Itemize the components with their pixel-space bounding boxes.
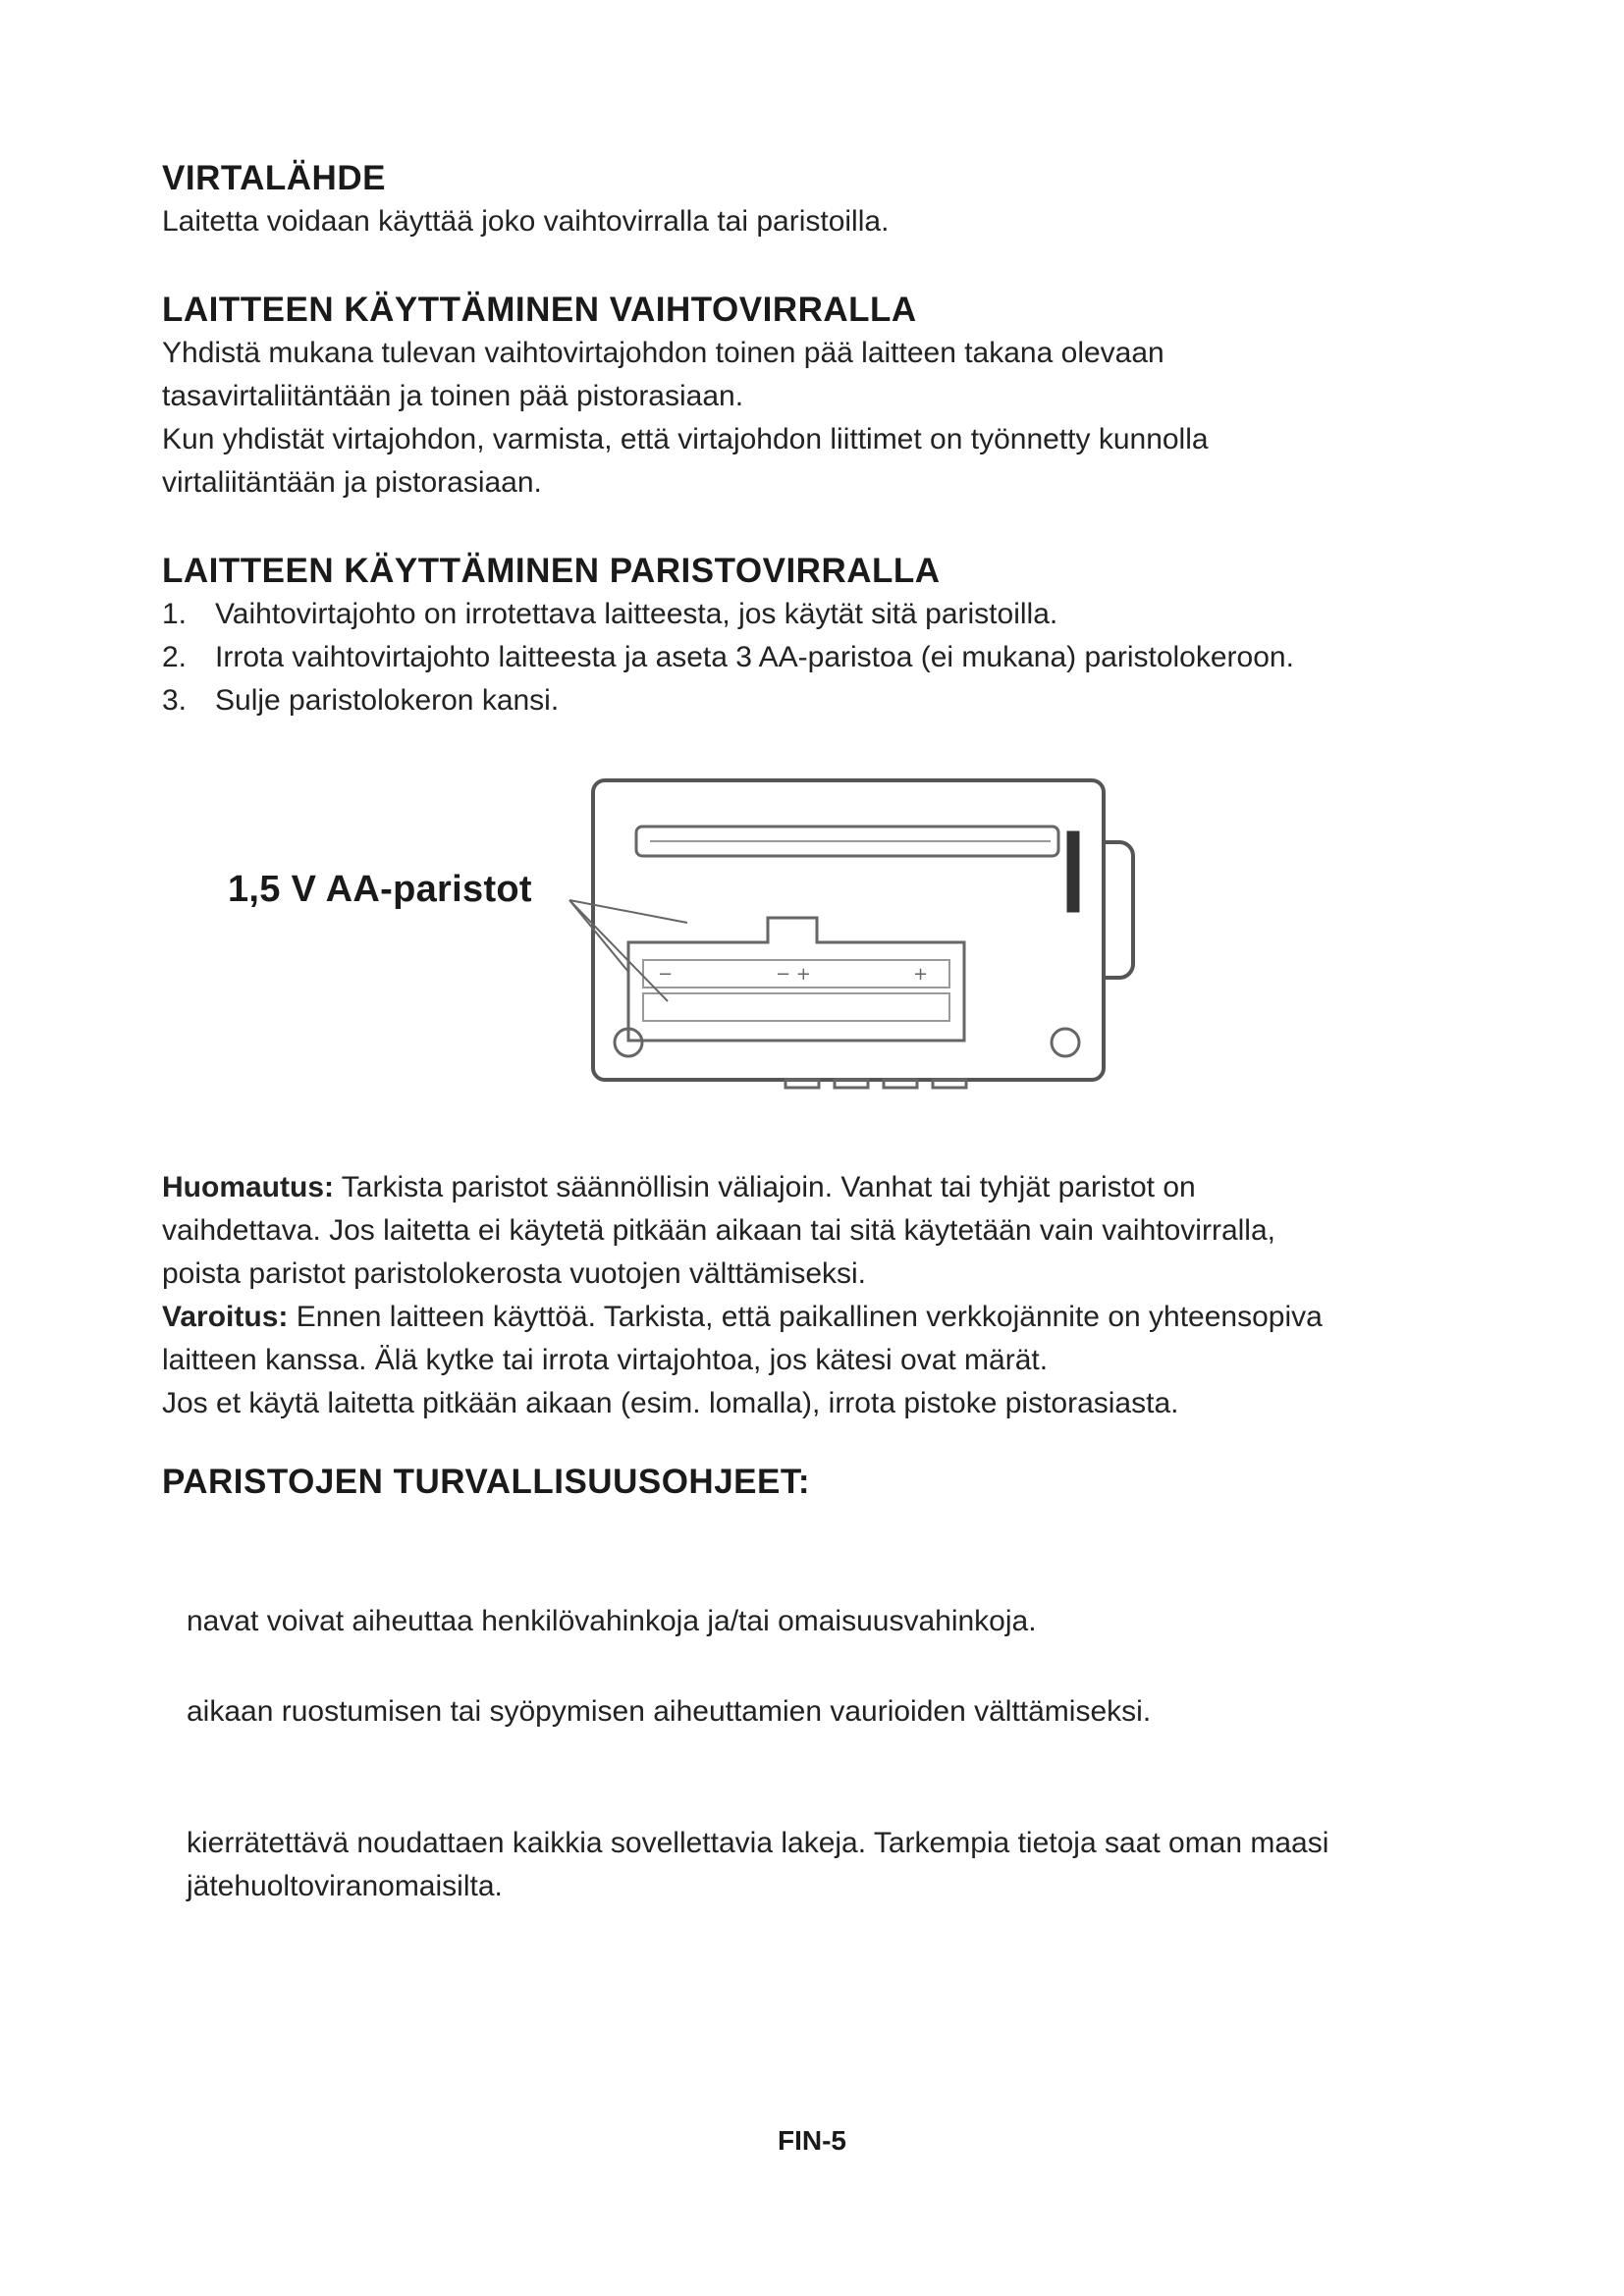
note-line: vaihdettava. Jos laitetta ei käytetä pitkään aikaan tai sitä käytetään vain vaihtovirralla,: [162, 1214, 1275, 1247]
battery-polarity-plus: +: [913, 964, 929, 985]
ac-heading: LAITTEEN KÄYTTÄMINEN VAIHTOVIRRALLA: [162, 291, 917, 329]
safety-item: kierrätettävä noudattaen kaikkia sovellettavia lakeja. Tarkempia tietoja saat oman maasi jätehuoltoviranomaisilta.: [187, 1827, 1329, 1902]
warning-line: laitteen kanssa. Älä kytke tai irrota virtajohtoa, jos kätesi ovat märät.: [162, 1344, 1049, 1376]
ac-line: virtaliitäntään ja pistorasiaan.: [162, 466, 542, 499]
ac-line: tasavirtaliitäntään ja toinen pää pistorasiaan.: [162, 380, 744, 412]
section-safety: [162, 1461, 1478, 1504]
warning-line: Jos et käytä laitetta pitkään aikaan (esim. lomalla), irrota pistoke pistorasiasta.: [162, 1387, 1179, 1419]
safety-heading: PARISTOJEN TURVALLISUUSOHJEET:: [162, 1463, 811, 1501]
battery-step: 1. Vaihtovirtajohto on irrotettava laitteesta, jos käytät sitä paristoilla.: [162, 598, 1058, 630]
ac-line: Yhdistä mukana tulevan vaihtovirtajohdon toinen pää laitteen takana olevaan: [162, 337, 1164, 369]
battery-callout-label: 1,5 V AA-paristot: [228, 869, 532, 910]
battery-heading: LAITTEEN KÄYTTÄMINEN PARISTOVIRRALLA: [162, 552, 941, 590]
safety-item: aikaan ruostumisen tai syöpymisen aiheuttamien vaurioiden välttämiseksi.: [187, 1695, 1152, 1728]
battery-polarity-mark: − +: [776, 964, 811, 985]
power-heading: VIRTALÄHDE: [162, 159, 386, 197]
warning-line: Varoitus: Ennen laitteen käyttöä. Tarkista, että paikallinen verkkojännite on yhteensopiva: [162, 1301, 1323, 1333]
battery-step: 3. Sulje paristolokeron kansi.: [162, 684, 560, 717]
note-label: Huomautus:: [162, 1171, 334, 1203]
battery-step: 2. Irrota vaihtovirtajohto laitteesta ja aseta 3 AA-paristoa (ei mukana) paristolokeroon.: [162, 641, 1294, 673]
power-text: Laitetta voidaan käyttää joko vaihtovirralla tai paristoilla.: [162, 205, 890, 238]
battery-polarity-minus: −: [658, 964, 674, 985]
page-number: FIN-5: [778, 2125, 846, 2156]
note-line: poista paristot paristolokerosta vuotojen välttämiseksi.: [162, 1257, 867, 1290]
section-notes: [162, 1166, 1478, 1425]
warning-label: Varoitus:: [162, 1301, 289, 1333]
note-line: Huomautus: Tarkista paristot säännöllisin väliajoin. Vanhat tai tyhjät paristot on: [162, 1171, 1196, 1203]
ac-line: Kun yhdistät virtajohdon, varmista, että virtajohdon liittimet on työnnetty kunnolla: [162, 423, 1209, 455]
safety-item: navat voivat aiheuttaa henkilövahinkoja ja/tai omaisuusvahinkoja.: [187, 1605, 1037, 1637]
